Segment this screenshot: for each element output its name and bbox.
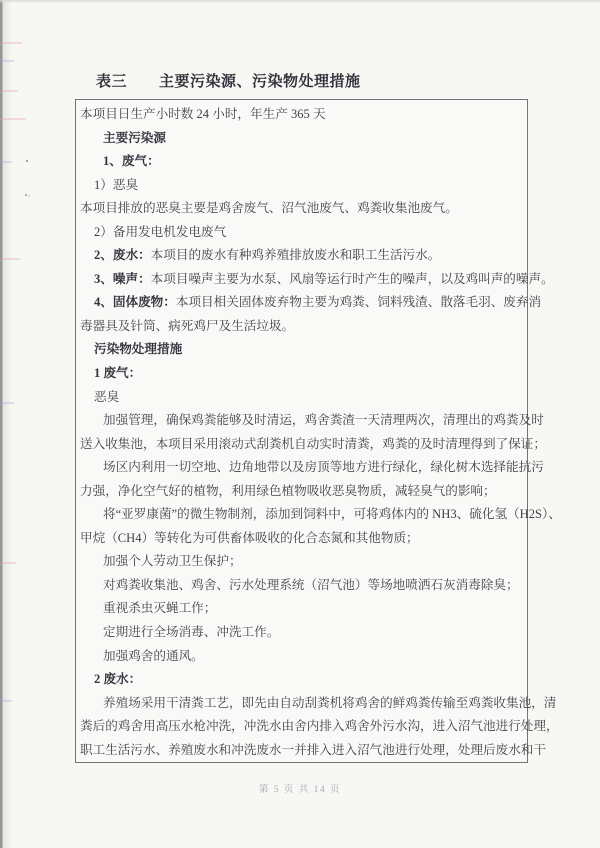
bold-text-run: 2、废水： bbox=[94, 248, 151, 263]
table-text-line bbox=[76, 645, 527, 669]
table-text-line bbox=[76, 715, 559, 739]
text-run: 甲烷（CH4）等转化为可供畜体吸收的化合态氮和其他物质； bbox=[80, 530, 419, 545]
table-title-text: 主要污染源、污染物处理措施 bbox=[159, 74, 361, 90]
table-text-line bbox=[76, 268, 554, 292]
text-run: 对鸡粪收集池、鸡舍、污水处理系统（沼气池）等场地喷洒石灰消毒除臭； bbox=[103, 577, 519, 592]
bold-text-run: 污染物处理措施 bbox=[94, 342, 183, 357]
table-text-line bbox=[76, 739, 546, 763]
table-text-line bbox=[76, 621, 527, 645]
scan-top-artifact bbox=[0, 0, 600, 3]
scan-streak-artifact bbox=[0, 161, 12, 163]
text-run: 重视杀虫灭蝇工作； bbox=[103, 601, 217, 616]
table-text-line bbox=[76, 150, 527, 174]
text-run: 送入收集池，本项目采用滚动式刮粪机自动实时清粪，鸡粪的及时清理得到了保证； bbox=[80, 436, 546, 451]
table-text-line bbox=[76, 668, 527, 692]
table-text-line bbox=[76, 315, 527, 339]
scan-streak-artifact bbox=[0, 60, 14, 62]
scan-streak-artifact bbox=[0, 402, 14, 404]
page-title bbox=[96, 70, 361, 91]
scan-edge-artifact bbox=[0, 0, 12, 848]
table-text-line bbox=[76, 386, 527, 410]
bold-text-run: 2 废水： bbox=[94, 672, 142, 687]
text-run: 职工生活污水、养殖废水和冲洗废水一并排入进入沼气池进行处理，处理后废水和干 bbox=[80, 742, 546, 757]
table-body bbox=[76, 103, 561, 762]
table-text-line bbox=[76, 174, 527, 198]
text-run: 定期进行全场消毒、冲洗工作。 bbox=[103, 625, 280, 640]
bold-text-run: 1 废气： bbox=[94, 366, 142, 381]
text-run: 场区内利用一切空地、边角地带以及房顶等地方进行绿化，绿化树木选择能抗污 bbox=[103, 460, 544, 475]
table-text-line bbox=[76, 692, 557, 716]
text-run: 养殖场采用干清粪工艺，即先由自动刮粪机将鸡舍的鲜鸡粪传输至鸡粪收集池，清 bbox=[103, 695, 557, 710]
table-text-line bbox=[76, 433, 546, 457]
table-text-line bbox=[76, 456, 544, 480]
table-text-line bbox=[76, 127, 527, 151]
text-run: 本项目的废水有种鸡养殖排放废水和职工生活污水。 bbox=[150, 248, 441, 263]
text-run: 本项目噪声主要为水泵、风扇等运行时产生的噪声，以及鸡叫声的噪声。 bbox=[150, 271, 554, 286]
table-text-line bbox=[76, 527, 527, 551]
text-run: 力强，净化空气好的植物，利用绿色植物吸收恶臭物质，减轻臭气的影响； bbox=[80, 483, 496, 498]
table-text-line bbox=[76, 362, 527, 386]
table-text-line bbox=[76, 338, 527, 362]
text-run: 加强个人劳动卫生保护； bbox=[103, 554, 242, 569]
table-text-line bbox=[76, 409, 544, 433]
table-text-line bbox=[76, 103, 527, 127]
table-text-line bbox=[76, 503, 561, 527]
page-number-footer: 第 5 页 共 14 页 bbox=[258, 785, 342, 795]
bold-text-run: 3、噪声： bbox=[94, 271, 151, 286]
bold-text-run: 4、固体废物： bbox=[94, 295, 176, 310]
text-run: 恶臭 bbox=[94, 389, 120, 404]
text-run: 将“亚罗康菌”的微生物制剂，添加到饲料中，可将鸡体内的 NH3、硫化氢（H2S）、 bbox=[103, 507, 561, 522]
text-run: 本项目日生产小时数 24 小时，年生产 365 天 bbox=[80, 107, 326, 121]
text-run: 本项目相关固体废弃物主要为鸡粪、饲料残渣、散落毛羽、废弃消 bbox=[175, 295, 542, 310]
content-table bbox=[75, 99, 561, 763]
table-text-line bbox=[76, 550, 527, 574]
table-text-line bbox=[76, 597, 527, 621]
scan-streak-artifact bbox=[0, 90, 18, 92]
table-text-line bbox=[76, 480, 527, 504]
bold-text-run: 主要污染源 bbox=[103, 130, 166, 145]
table-number-label: 表三 bbox=[96, 74, 128, 90]
text-run: 加强鸡舍的通风。 bbox=[103, 648, 204, 663]
text-run: 2）备用发电机发电废气 bbox=[94, 224, 227, 239]
text-run: 1）恶臭 bbox=[94, 177, 139, 192]
text-run: 本项目排放的恶臭主要是鸡舍废气、沼气池废气、鸡粪收集池废气。 bbox=[80, 201, 458, 216]
scan-streak-artifact bbox=[0, 700, 12, 702]
scan-speck-artifact bbox=[26, 160, 28, 162]
table-text-line bbox=[76, 221, 527, 245]
bold-text-run: 1、废气： bbox=[103, 154, 160, 169]
scan-streak-artifact bbox=[0, 118, 26, 120]
scan-streak-artifact bbox=[0, 258, 20, 260]
table-text-line bbox=[76, 574, 527, 598]
scan-streak-artifact bbox=[0, 42, 22, 44]
text-run: 毒器具及针筒、病死鸡尸及生活垃圾。 bbox=[80, 318, 295, 333]
table-text-line bbox=[76, 244, 527, 268]
table-text-line bbox=[76, 291, 542, 315]
text-run: 粪后的鸡舍用高压水枪冲洗，冲洗水由舍内排入鸡舍外污水沟，进入沼气池进行处理， bbox=[80, 719, 559, 734]
table-text-line bbox=[76, 197, 527, 221]
scan-streak-artifact bbox=[0, 562, 16, 564]
text-run: 加强管理，确保鸡粪能够及时清运，鸡舍粪渣一天清理两次，清理出的鸡粪及时 bbox=[103, 413, 544, 428]
